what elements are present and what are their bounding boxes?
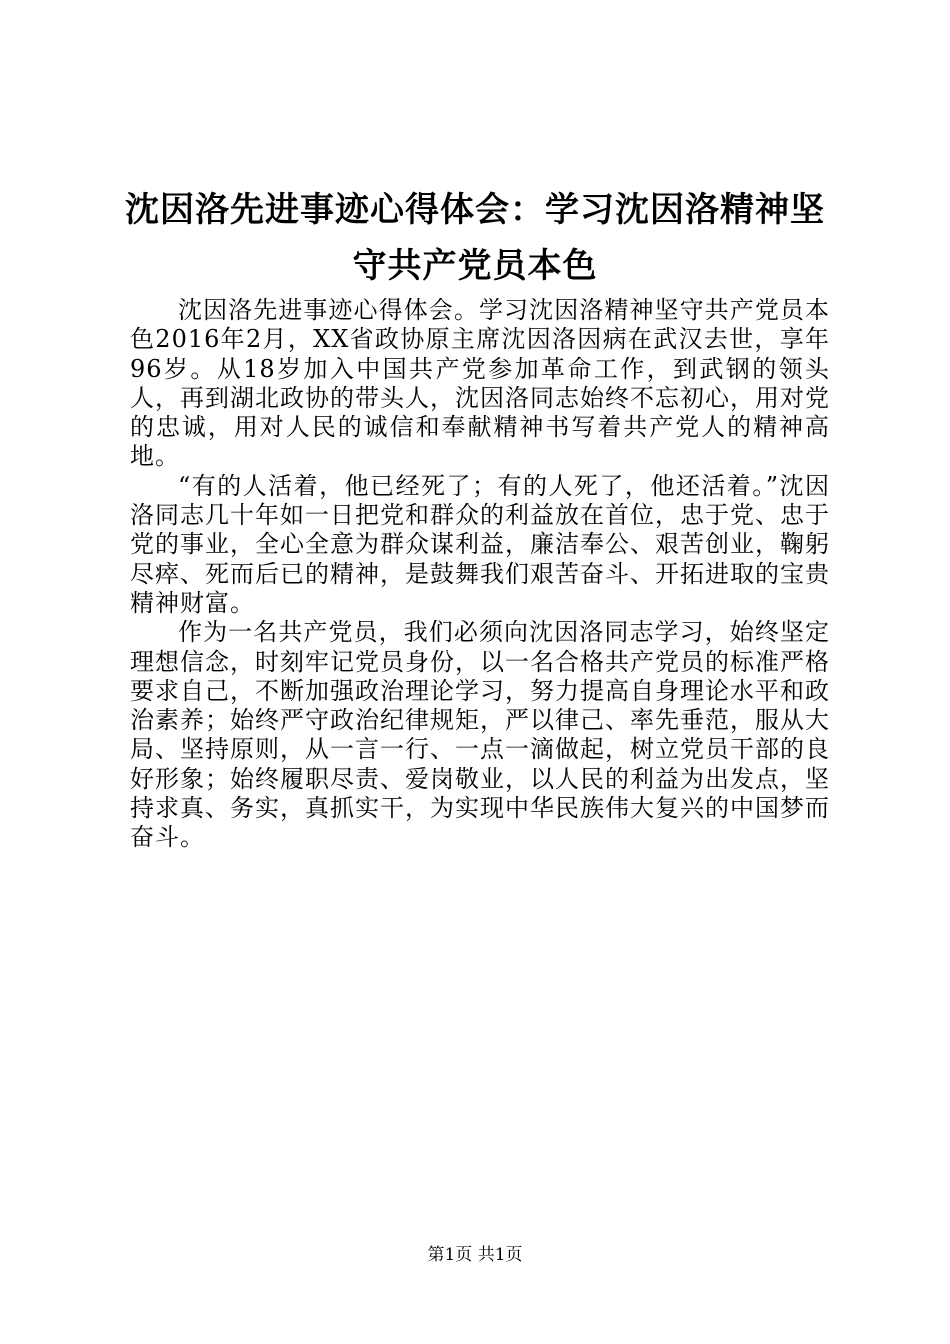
paragraph-2: “有的人活着，他已经死了；有的人死了，他还活着。”沈因洛同志几十年如一日把党和群众的利益放在首位，忠于党、忠于党的事业，全心全意为群众谋利益，廉洁奉公、艰苦创业，鞠躬尽瘁、死而后已的精神，是鼓舞我们艰苦奋斗、开拓进取的宝贵精神财富。 bbox=[130, 471, 830, 617]
paragraph-1: 沈因洛先进事迹心得体会。学习沈因洛精神坚守共产党员本色2016年2月，XX省政协原主席沈因洛因病在武汉去世，享年96岁。从18岁加入中国共产党参加革命工作，到武钢的领头人，再到湖北政协的带头人，沈因洛同志始终不忘初心，用对党的忠诚，用对人民的诚信和奉献精神书写着共产党人的精神高地。 bbox=[130, 296, 830, 471]
page-number: 第1页 共1页 bbox=[427, 1245, 523, 1265]
document-body bbox=[130, 296, 830, 853]
document-title: 沈因洛先进事迹心得体会：学习沈因洛精神坚守共产党员本色 bbox=[125, 190, 825, 286]
paragraph-3: 作为一名共产党员，我们必须向沈因洛同志学习，始终坚定理想信念，时刻牢记党员身份，以一名合格共产党员的标准严格要求自己，不断加强政治理论学习，努力提高自身理论水平和政治素养；始终严守政治纪律规矩，严以律己、率先垂范，服从大局、坚持原则，从一言一行、一点一滴做起，树立党员干部的良好形象；始终履职尽责、爱岗敬业，以人民的利益为出发点，坚持求真、务实，真抓实干，为实现中华民族伟大复兴的中国梦而奋斗。 bbox=[130, 618, 830, 852]
